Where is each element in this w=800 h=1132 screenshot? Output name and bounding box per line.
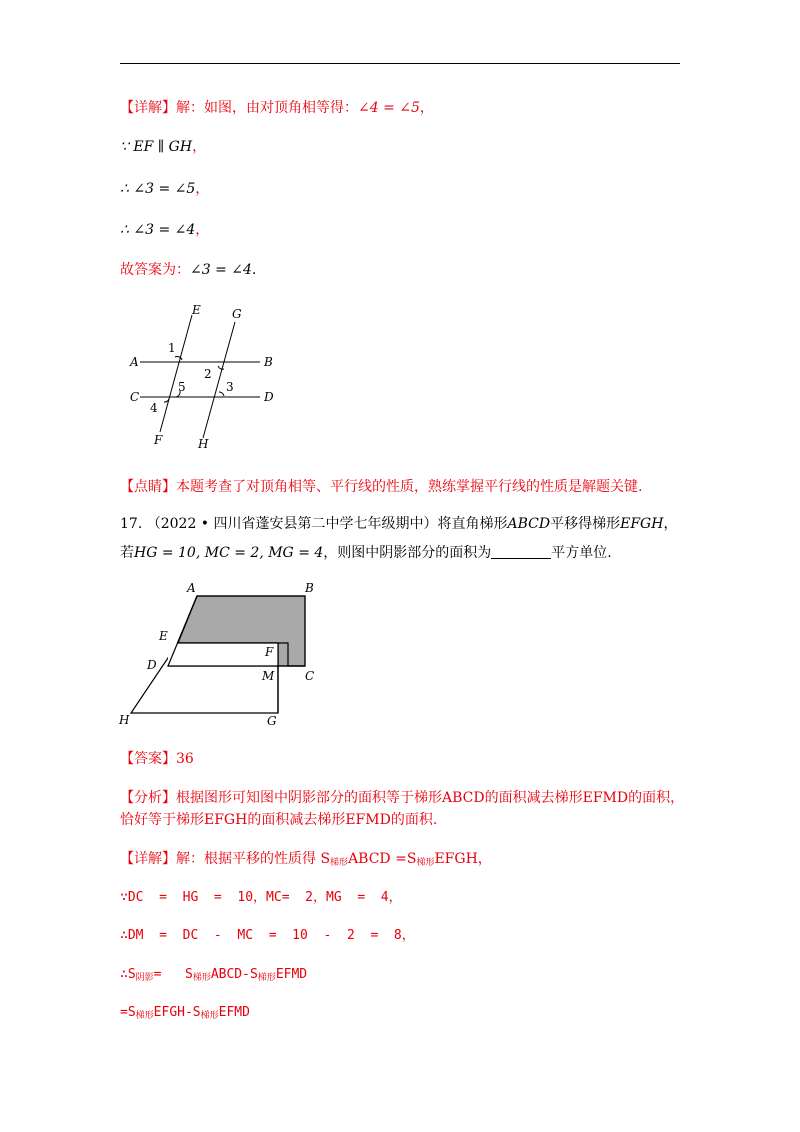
q17-analysis-line-1 <box>120 788 684 808</box>
prev-comment-line <box>120 477 642 497</box>
q17-unit: 平方单位. <box>551 545 612 561</box>
label-2: 2 <box>204 367 212 381</box>
label-3: 3 <box>226 380 234 394</box>
detail-math: ∠4 = ∠5 <box>358 100 420 116</box>
label-H: H <box>119 713 130 727</box>
step-3-c: ABCD-S <box>210 967 258 982</box>
q17-efgh: EFGH <box>620 516 664 532</box>
label-1: 1 <box>168 341 176 355</box>
step-3-a: ∴S <box>120 967 136 982</box>
label-G: G <box>232 307 242 321</box>
detail-tag: 【详解】 <box>120 100 176 116</box>
analysis-tag: 【分析】 <box>120 790 176 806</box>
detail-end: ， <box>419 100 434 116</box>
step-3-math: ∴ ∠3 = ∠4 <box>120 222 196 238</box>
q17-cond-post: ，则图中阴影部分的面积为 <box>323 545 492 561</box>
label-A: A <box>130 355 139 369</box>
step-3-end: ， <box>195 222 210 238</box>
step-3-sub-2: 梯形 <box>192 973 211 983</box>
detail-mid: ABCD =S <box>348 851 417 867</box>
q17-tail: ， <box>663 516 678 532</box>
step-4-a: =S <box>120 1005 136 1020</box>
step-4-sub-2: 梯形 <box>200 1011 219 1021</box>
label-F: F <box>265 645 274 659</box>
label-B: B <box>305 581 314 595</box>
detail-text: 解：根据平移的性质得 S <box>176 851 331 867</box>
q17-cond-pre: 若 <box>120 545 134 561</box>
step-3-d: EFMD <box>275 967 308 982</box>
q17-step-4 <box>120 1003 250 1026</box>
label-A: A <box>187 581 196 595</box>
prev-step-3 <box>120 220 209 240</box>
step-3-b: = S <box>153 967 193 982</box>
comment-tag: 【点睛】 <box>120 479 176 495</box>
detail-sub-2: 梯形 <box>416 858 435 868</box>
label-D: D <box>147 658 157 672</box>
label-4: 4 <box>150 401 158 415</box>
step-4-b: EFGH-S <box>153 1005 201 1020</box>
label-B: B <box>264 355 273 369</box>
prev-step-2 <box>120 179 209 199</box>
q17-stem-line-1 <box>120 514 677 534</box>
label-H: H <box>198 437 209 451</box>
analysis-text-1: 根据图形可知图中阴影部分的面积等于梯形ABCD的面积减去梯形EFMD的面积， <box>176 790 685 806</box>
q17-step-3 <box>120 965 307 988</box>
step-2-math: ∴ ∠3 = ∠5 <box>120 181 196 197</box>
label-M: M <box>262 669 275 683</box>
q17-mid: 平移得梯形 <box>550 516 621 532</box>
label-F: F <box>154 433 163 447</box>
answer-prefix: 故答案为： <box>120 262 190 278</box>
q17-stem-line-2 <box>120 543 612 563</box>
q17-source: （2022 • 四川省蓬安县第二中学七年级期中）将直角梯形 <box>146 516 508 532</box>
step-1-text: ∵DC = HG = 10，MC= 2，MG = 4， <box>120 890 402 905</box>
step-3-sub-3: 梯形 <box>257 973 276 983</box>
q17-cond-math: HG = 10, MC = 2, MG = 4 <box>134 545 324 561</box>
label-G: G <box>267 714 277 728</box>
label-E: E <box>159 629 168 643</box>
step-3-sub-1: 阴影 <box>135 973 154 983</box>
step-1-math: ∵ EF ∥ GH <box>120 139 193 155</box>
q17-detail-line <box>120 849 492 873</box>
q17-step-2 <box>120 926 415 946</box>
q17-answer-line <box>120 749 194 769</box>
step-4-c: EFMD <box>218 1005 250 1020</box>
detail-end: EFGH， <box>434 851 492 867</box>
line-ef <box>160 315 192 432</box>
parallel-lines-figure <box>120 300 300 455</box>
q17-number: 17. <box>120 516 143 532</box>
label-E: E <box>192 303 201 317</box>
answer-end: . <box>251 262 257 278</box>
trapezoid-figure <box>115 580 325 730</box>
answer-value: 36 <box>176 751 194 767</box>
label-5: 5 <box>178 380 186 394</box>
prev-answer-line <box>120 260 256 280</box>
answer-tag: 【答案】 <box>120 751 176 767</box>
prev-step-1 <box>120 137 206 157</box>
label-C: C <box>305 669 315 683</box>
header-rule <box>120 63 680 64</box>
label-D: D <box>264 390 274 404</box>
answer-math: ∠3 = ∠4 <box>190 262 252 278</box>
step-2-end: ， <box>195 181 210 197</box>
detail-sub-1: 梯形 <box>330 858 349 868</box>
analysis-text-2: 恰好等于梯形EFGH的面积减去梯形EFMD的面积. <box>120 812 438 828</box>
angle-3-arc <box>219 392 224 396</box>
step-4-sub-1: 梯形 <box>135 1011 154 1021</box>
comment-text: 本题考查了对顶角相等、平行线的性质，熟练掌握平行线的性质是解题关键. <box>176 479 643 495</box>
q17-analysis-line-2 <box>120 810 437 830</box>
overlap-area <box>168 643 278 666</box>
label-C: C <box>130 390 140 404</box>
answer-blank <box>491 544 551 559</box>
q17-step-1 <box>120 888 402 908</box>
prev-detail-line <box>120 98 434 118</box>
step-2-text: ∴DM = DC - MC = 10 - 2 = 8， <box>120 928 415 943</box>
detail-text: 解：如图，由对顶角相等得： <box>176 100 358 116</box>
q17-abcd: ABCD <box>507 516 551 532</box>
step-1-end: ， <box>192 139 207 155</box>
detail-tag: 【详解】 <box>120 851 176 867</box>
